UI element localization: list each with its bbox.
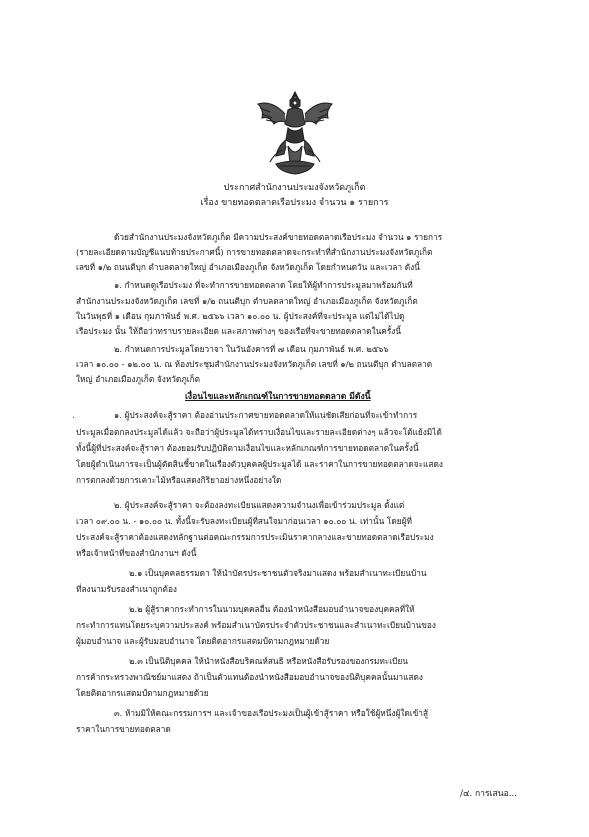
condition-3-line: ๓. ห้ามมิให้คณะกรรมการฯ และเจ้าของเรือประมงเป็นผู้เข้าสู้ราคา หรือใช้ผู้หนึ่งผู้ใดเข้าสู้	[114, 708, 429, 718]
item-2-line: เวลา ๑๐.๐๐ - ๑๒.๐๐ น. ณ ห้องประชุมสำนักงานประมงจังหวัดภูเก็ต เลขที่ ๑/๒ ถนนตีบุก ตำบลตลาด	[76, 359, 433, 369]
item-2-line: ๒. กำหนดการประมูลโดยวาจา ในวันอังคารที่ ๗ เดือน กุมภาพันธ์ พ.ศ. ๒๕๖๖	[114, 344, 389, 354]
garuda-emblem	[252, 88, 338, 176]
conditions-heading: เงื่อนไขและหลักเกณฑ์ในการขายทอดตลาด มีดังนี้	[185, 392, 371, 402]
condition-1-line: การตกลงด้วยการเคาะไม้หรือแสดงกิริยาอย่างหนึ่งอย่างใด	[76, 475, 282, 485]
intro-line: (รายละเอียดตามบัญชีแนบท้ายประกาศนี้) การขายทอดตลาดจะกระทำที่สำนักงานประมงจังหวัดภูเก็ต	[76, 247, 433, 257]
condition-3-line: ราคาในการขายทอดตลาด	[76, 724, 171, 734]
condition-2-line: เวลา ๐๙.๐๐ น. - ๑๐.๐๐ น. ทั้งนี้จะรับลงทะเบียนผู้ที่สนใจมาก่อนเวลา ๑๐.๐๐ น. เท่านั้น โดยผู้ที่	[76, 516, 412, 526]
intro-line: เลขที่ ๑/๒ ถนนตีบุก ตำบลตลาดใหญ่ อำเภอเมืองภูเก็ต จังหวัดภูเก็ต โดยกำหนดวัน และเวลา ดังนี้	[76, 262, 420, 272]
margin-mark: ·	[72, 413, 76, 424]
continuation-note: /๔. การเสนอ...	[460, 789, 517, 799]
condition-1-line: โดยผู้ดำเนินการจะเป็นผู้ตัดสินชี้ขาดในเรื่องตัวบุคคลผู้ประมูลได้ และราคาในการขายทอดตลาดจะแสดง	[76, 459, 443, 469]
announcement-subject: เรื่อง ขายทอดตลาดเรือประมง จำนวน ๑ รายการ	[200, 198, 389, 208]
condition-2-3-line: การค้ากระทรวงพาณิชย์มาแสดง ถ้าเป็นตัวแทนต้องนำหนังสือมอบอำนาจของนิติบุคคลนั้นมาแสดง	[76, 672, 423, 682]
item-1-line: สำนักงานประมงจังหวัดภูเก็ต เลขที่ ๑/๒ ถนนตีบุก ตำบลตลาดใหญ่ อำเภอเมืองภูเก็ต จังหวัดภูเก็ต	[76, 296, 418, 306]
condition-2-2-line: กระทำการแทนโดยระบุความประสงค์ พร้อมสำเนาบัตรประจำตัวประชาชนและสำเนาทะเบียนบ้านของ	[76, 620, 436, 630]
condition-2-3-line: โดยติดอากรแสตมป์ตามกฎหมายด้วย	[76, 688, 209, 698]
announcement-agency: ประกาศสำนักงานประมงจังหวัดภูเก็ต	[223, 183, 366, 193]
item-1-line: ในวันพุธที่ ๑ เดือน กุมภาพันธ์ พ.ศ. ๒๕๖๖ เวลา ๑๐.๐๐ น. ผู้ประสงค์ที่จะประมูล แต่ไม่ได้ไปดู	[76, 311, 405, 321]
condition-2-line: ๒. ผู้ประสงค์จะสู้ราคา จะต้องลงทะเบียนแสดงความจำนงเพื่อเข้าร่วมประมูล ตั้งแต่	[114, 500, 405, 510]
condition-1-line: ประมูลเมื่อตกลงประมูลได้แล้ว จะถือว่าผู้ประมูลได้ทราบเงื่อนไขและรายละเอียดต่างๆ แล้วจะโต้แย้งมิได้	[76, 427, 442, 437]
item-1-line: เรือประมง นั้น ให้ถือว่าทราบรายละเอียด และสภาพต่างๆ ของเรือที่จะขายทอดตลาดในครั้งนี้	[76, 326, 402, 336]
condition-2-1-line: ที่ลงนามรับรองสำเนาถูกต้อง	[76, 584, 177, 594]
item-1-line: ๑. กำหนดดูเรือประมง ที่จะทำการขายทอดตลาด โดยให้ผู้ทำการประมูลมาพร้อมกันที่	[114, 280, 413, 290]
condition-1-line: ทั้งนี้ผู้ที่ประสงค์จะสู้ราคา ต้องยอมรับปฏิบัติตามเงื่อนไขและหลักเกณฑ์การขายทอดตลาดในครั้งนี้	[76, 443, 419, 453]
condition-2-2-line: ๒.๒ ผู้สู้ราคากระทำการในนามบุคคลอื่น ต้องนำหนังสือมอบอำนาจของบุคคลที่ให้	[129, 604, 415, 614]
condition-2-1-line: ๒.๑ เป็นบุคคลธรรมดา ให้นำบัตรประชาชนตัวจริงมาแสดง พร้อมสำเนาทะเบียนบ้าน	[129, 568, 427, 578]
item-2-line: ใหญ่ อำเภอเมืองภูเก็ต จังหวัดภูเก็ต	[76, 374, 200, 384]
condition-1-line: ๑. ผู้ประสงค์จะสู้ราคา ต้องอ่านประกาศขายทอดตลาดให้แน่ชัดเสียก่อนที่จะเข้าทำการ	[114, 410, 418, 420]
condition-2-line: หรือเจ้าหน้าที่ของสำนักงานฯ ดังนี้	[76, 548, 197, 558]
intro-line: ด้วยสำนักงานประมงจังหวัดภูเก็ต มีความประสงค์ขายทอดตลาดเรือประมง จำนวน ๑ รายการ	[114, 232, 443, 242]
condition-2-3-line: ๒.๓ เป็นนิติบุคคล ให้นำหนังสือบริคณห์สนธิ หรือหนังสือรับรองของกรมทะเบียน	[129, 656, 408, 666]
condition-2-2-line: ผู้มอบอำนาจ และผู้รับมอบอำนาจ โดยติดอากรแสตมป์ตามกฎหมายด้วย	[76, 636, 330, 646]
condition-2-line: ประสงค์จะสู้ราคาต้องแสดงหลักฐานต่อคณะกรรมการประเมินราคากลางและขายทอดตลาดเรือประมง	[76, 532, 434, 542]
